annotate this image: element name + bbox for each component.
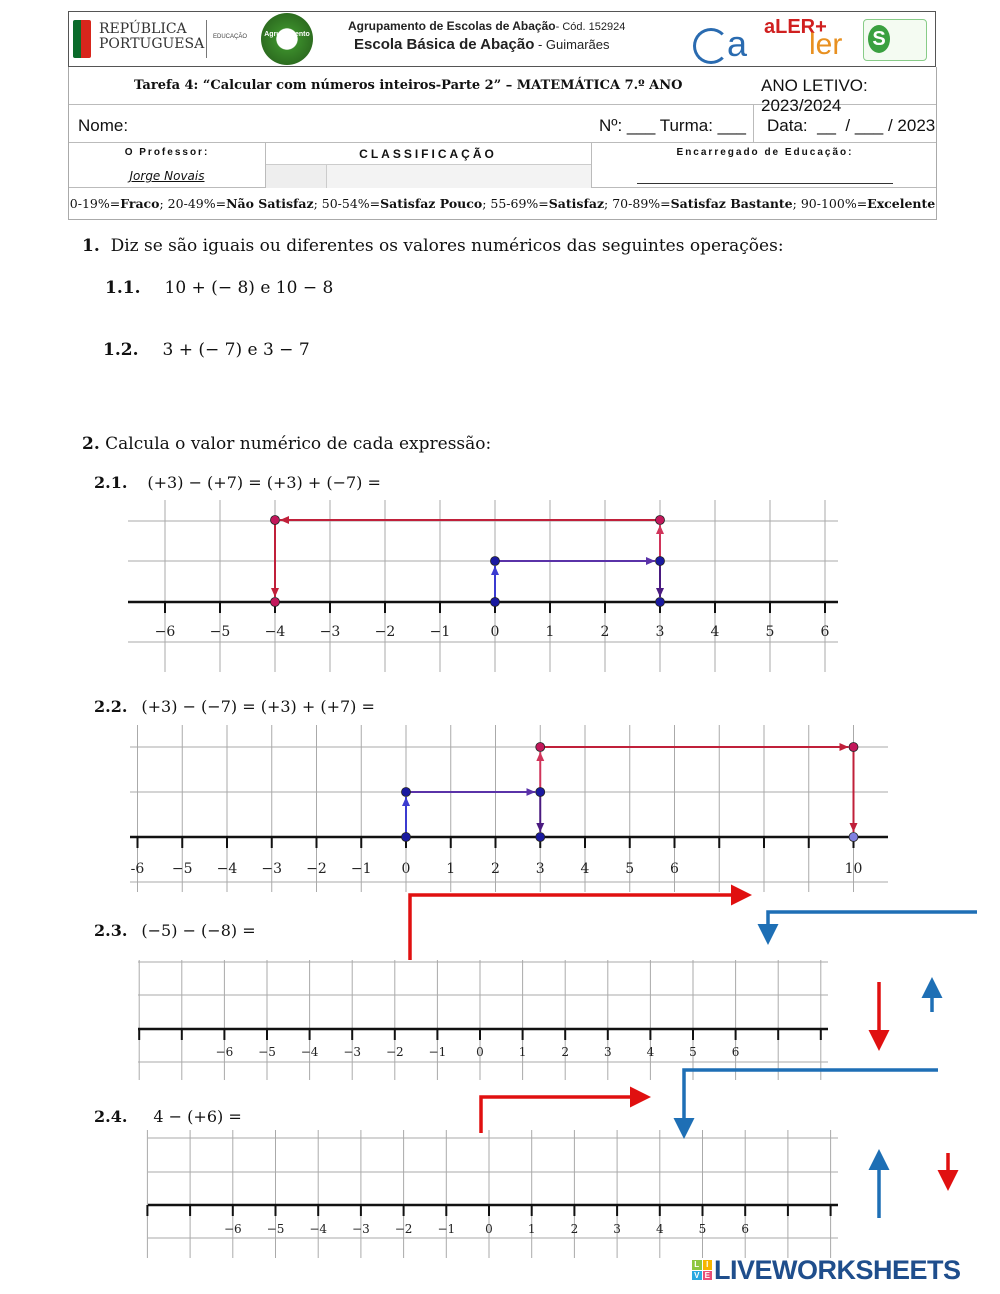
point-marker <box>849 743 858 752</box>
liveworksheets-brand: LIVEWORKSHEETS <box>714 1255 961 1285</box>
professor-label: O Professor: <box>124 147 210 158</box>
tick-label: 0 <box>485 1222 493 1236</box>
point-marker <box>402 788 411 797</box>
escola-name: Escola Básica de Abação <box>354 36 535 53</box>
tick-label: 5 <box>625 861 635 877</box>
point-marker <box>491 557 500 566</box>
classificacao-label: CLASSIFICAÇÃO <box>359 147 497 161</box>
educacao-text: EDUCAÇÃO <box>213 34 248 40</box>
ano-letivo-value: 2023/2024 <box>761 96 842 115</box>
tick-label: 6 <box>741 1222 750 1236</box>
tick-label: 2 <box>570 1222 579 1236</box>
tick-label: -6 <box>130 861 145 877</box>
expression: 3 + (− 7) e 3 − 7 <box>162 340 310 360</box>
tick-label: 3 <box>613 1222 621 1236</box>
number-line-2.2 <box>130 725 888 892</box>
tick-label: −1 <box>429 624 451 640</box>
tick-label: 1 <box>518 1045 527 1059</box>
tick-label: 6 <box>820 624 830 640</box>
ler-logo: ler <box>809 28 843 61</box>
expression: (+3) − (−7) = (+3) + (+7) = <box>141 697 375 716</box>
tick-label: −2 <box>385 1045 404 1059</box>
tick-label: −5 <box>266 1222 285 1236</box>
tick-label: 0 <box>476 1045 484 1059</box>
tick-label: −4 <box>216 861 238 877</box>
tick-label: −6 <box>215 1045 234 1059</box>
tick-label: −1 <box>350 861 372 877</box>
tick-label: 6 <box>670 861 679 877</box>
selo-escola-saudavel-logo: S <box>863 19 927 61</box>
point-marker <box>536 788 545 797</box>
ano-letivo-label: ANO LETIVO: <box>761 76 868 95</box>
tick-label: 0 <box>490 624 500 640</box>
tick-label: 3 <box>603 1045 612 1059</box>
tick-label: 10 <box>844 861 863 877</box>
number-line-2.3 <box>138 960 828 1080</box>
agrupamento-name: Agrupamento de Escolas de Abação <box>348 19 556 33</box>
tick-label: −1 <box>428 1045 447 1059</box>
question-2-4: 2.4. 4 − (+6) = <box>94 1107 242 1126</box>
tick-label: 4 <box>710 624 720 640</box>
question-2-3: 2.3. (−5) − (−8) = <box>94 921 256 940</box>
tick-label: 2 <box>491 861 500 877</box>
point-marker <box>491 598 500 607</box>
tick-label: −4 <box>264 624 286 640</box>
tick-label: −4 <box>309 1222 328 1236</box>
point-marker <box>271 516 280 525</box>
point-marker <box>536 833 545 842</box>
task-title: Tarefa 4: “Calcular com números inteiros-Parte 2” – MATEMÁTICA 7.º ANO <box>134 78 683 93</box>
tick-label: 1 <box>527 1222 536 1236</box>
tick-label: 3 <box>535 861 545 877</box>
tick-label: 3 <box>655 624 665 640</box>
question-1-2: 1.2. 3 + (− 7) e 3 − 7 <box>103 340 310 360</box>
tick-label: −3 <box>343 1045 362 1059</box>
tick-label: 4 <box>646 1045 655 1059</box>
portuguesa-text: PORTUGUESA <box>99 36 205 52</box>
point-marker <box>656 598 665 607</box>
grading-scale: 0-19%=Fraco; 20-49%=Não Satisfaz; 50-54%=Satisfaz Pouco; 55-69%=Satisfaz; 70-89%=Satisfaz Bastante; 90-100%=Excelente <box>69 196 936 211</box>
data-field[interactable]: Data: __ / ___ / 2023 <box>767 116 936 135</box>
tick-label: 5 <box>689 1045 697 1059</box>
point-marker <box>536 743 545 752</box>
nome-label: Nome: <box>78 116 129 135</box>
point-marker <box>656 557 665 566</box>
tick-label: 6 <box>731 1045 740 1059</box>
encarregado-label: Encarregado de Educação: <box>676 147 854 158</box>
tick-label: 0 <box>401 861 411 877</box>
question-1: 1. Diz se são iguais ou diferentes os valores numéricos das seguintes operações: <box>82 236 784 256</box>
question-2-1: 2.1. (+3) − (+7) = (+3) + (−7) = <box>94 473 381 492</box>
point-marker <box>402 833 411 842</box>
tick-label: −6 <box>154 624 176 640</box>
expression: 10 + (− 8) e 10 − 8 <box>164 278 334 298</box>
eco-escola-logo: a <box>691 18 761 62</box>
point-marker <box>849 833 858 842</box>
worksheet-page: REPÚBLICA PORTUGUESA EDUCAÇÃO Agrupamento Abação Agrupamento de Escolas de Abação- Cód. 152924 Escola Básica de Abação - Guimarães a aLER+ ler S Tarefa 4: “Calcular com números inteiros-Parte 2” – MATEMÁTICA 7.º ANO ANO LETIVO: 2023/2024 Nome: Nº: ___ Turma: ___ Data: __ / ___ / 2023 O Professor: Jorge Novais CLASSIFICAÇÃO Encarregado de Educação: 0-19%=Fraco; 20-49%=Não Satisfaz; 50-54%=Satisfaz Pouco; 55-69%=Satisfaz; 70-89%=Satisfaz Bastante; 90-100%=Excelente 1. Diz se são iguais ou diferentes os valores numéricos das seguintes operações: 1.1. 10 + (− 8) e 10 − 8 1.2. 3 + (− 7) e 3 − 7 2. Calcula o valor numérico de cada expressão: 2.1. (+3) − (+7) = (+3) + (−7) = 2.2. (+3) − (−7) = (+3) + (+7) = 2.3. (−5) − (−8) = 2.4. 4 − (+6) = −6 −5 −4 −3 −2 −1 0 1 2 3 4 5 6 -6 −5 −4 −3 −2 −1 0 1 2 3 4 5 6 10 −6 −5 −4 −3 −2 −1 0 1 2 3 4 5 6 −6 −5 −4 −3 −2 −1 0 1 2 3 4 5 6 L I V E LIVEWORKSHEETS <box>0 0 1000 1294</box>
tick-label: −3 <box>319 624 341 640</box>
school-logo-text: Agrupamento Abação <box>264 31 310 76</box>
number-line-2.4 <box>147 1130 838 1258</box>
tick-label: −4 <box>300 1045 319 1059</box>
cidade-text: - Guimarães <box>534 37 610 52</box>
tick-label: 2 <box>561 1045 570 1059</box>
tick-label: −1 <box>437 1222 456 1236</box>
point-marker <box>271 598 280 607</box>
tick-label: 1 <box>545 624 555 640</box>
number-line-2.1 <box>128 500 838 672</box>
tick-label: 4 <box>655 1222 664 1236</box>
aler-logo: aLER+ <box>764 16 827 38</box>
tick-label: −3 <box>261 861 283 877</box>
tick-label: −5 <box>171 861 193 877</box>
tick-label: −2 <box>374 624 396 640</box>
tick-label: 5 <box>765 624 775 640</box>
question-2-2: 2.2. (+3) − (−7) = (+3) + (+7) = <box>94 697 375 716</box>
question-1-1: 1.1. 10 + (− 8) e 10 − 8 <box>105 278 334 298</box>
tick-label: −2 <box>394 1222 413 1236</box>
expression: 4 − (+6) = <box>153 1107 242 1126</box>
question-2-text: Calcula o valor numérico de cada expressão: <box>105 434 492 454</box>
tick-label: 5 <box>698 1222 707 1236</box>
tick-label: −2 <box>306 861 327 877</box>
tick-label: 2 <box>600 624 610 640</box>
republica-text: REPÚBLICA <box>99 21 187 37</box>
tick-label: −6 <box>223 1222 242 1236</box>
expression: (−5) − (−8) = <box>141 921 256 940</box>
tick-label: −5 <box>209 624 231 640</box>
numero-turma-field[interactable]: Nº: ___ Turma: ___ <box>599 116 747 135</box>
professor-signature: Jorge Novais <box>129 169 205 183</box>
question-1-text: Diz se são iguais ou diferentes os valores numéricos das seguintes operações: <box>110 236 784 256</box>
tick-label: 4 <box>580 861 590 877</box>
question-2: 2. Calcula o valor numérico de cada expressão: <box>82 434 492 454</box>
school-code: - Cód. 152924 <box>555 21 626 33</box>
tick-label: −5 <box>258 1045 276 1059</box>
point-marker <box>656 516 665 525</box>
tick-label: −3 <box>352 1222 370 1236</box>
expression: (+3) − (+7) = (+3) + (−7) = <box>147 473 381 492</box>
tick-label: 1 <box>446 861 456 877</box>
